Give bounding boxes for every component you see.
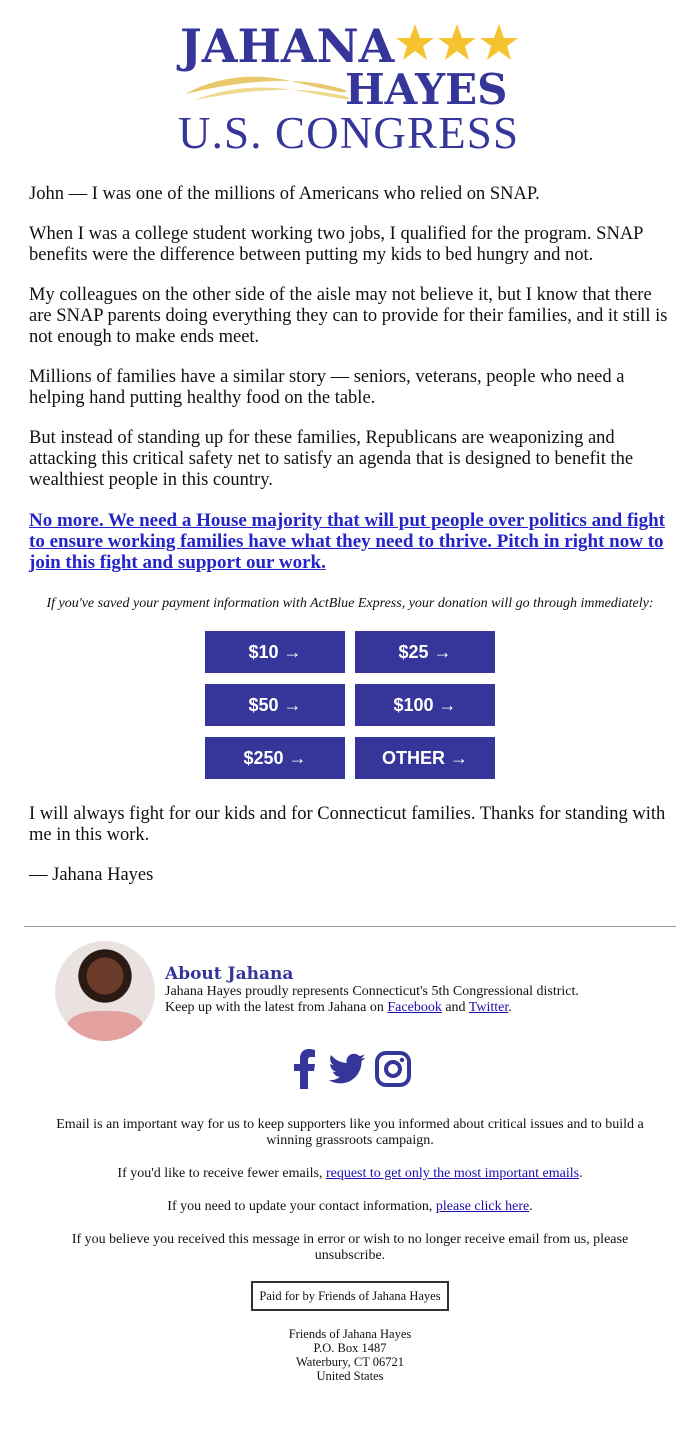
about-description: Jahana Hayes proudly represents Connecticut's 5th Congressional district. — [165, 984, 579, 999]
donate-50-button[interactable]: $50 → — [205, 684, 345, 726]
fewer-emails-link[interactable]: request to get only the most important emails — [325, 1166, 580, 1181]
campaign-logo — [175, 12, 525, 157]
about-title: About Jahana — [165, 964, 294, 984]
candidate-photo — [55, 941, 155, 1041]
donate-10-button[interactable]: $10 → — [205, 631, 345, 673]
donate-other-button[interactable]: OTHER → — [355, 737, 495, 779]
facebook-icon[interactable] — [289, 1049, 319, 1093]
about-follow-line: Keep up with the latest from Jahana on Facebook and Twitter. — [165, 1000, 512, 1015]
instagram-icon[interactable] — [375, 1049, 411, 1093]
paid-for-box: Paid for by Friends of Jahana Hayes — [251, 1281, 448, 1311]
social-icons — [0, 1049, 700, 1093]
body-paragraph: My colleagues on the other side of the aisle may not believe it, but I know that there are SNAP parents doing everything they can to provide for their families, and it still is not enough to make ends meet. — [29, 285, 668, 347]
donation-buttons — [29, 631, 671, 779]
facebook-link[interactable]: Facebook — [387, 1000, 442, 1015]
svg-text:U.S. CONGRESS: U.S. CONGRESS — [178, 108, 518, 157]
donate-100-button[interactable]: $100 → — [355, 684, 495, 726]
closing-paragraph: I will always fight for our kids and for Connecticut families. Thanks for standing with me in this work. — [29, 804, 666, 845]
footer-unsubscribe-note: If you believe you received this message in error or wish to no longer receive email from us, please unsubscribe. — [71, 1232, 629, 1263]
divider — [24, 926, 676, 927]
actblue-express-note: If you've saved your payment information with ActBlue Express, your donation will go through immediately: — [46, 596, 654, 611]
svg-text:HAYES: HAYES — [345, 65, 508, 114]
mailing-address: Friends of Jahana Hayes P.O. Box 1487 Waterbury, CT 06721 United States — [288, 1327, 412, 1383]
body-paragraph: John — I was one of the millions of Americans who relied on SNAP. — [29, 184, 540, 204]
twitter-icon[interactable] — [327, 1049, 367, 1093]
svg-text:JAHANA: JAHANA — [180, 19, 395, 73]
body-paragraph: But instead of standing up for these families, Republicans are weaponizing and attacking this critical safety net to satisfy an agenda that is designed to benefit the wealthiest people in this country. — [29, 428, 634, 490]
body-paragraph: When I was a college student working two jobs, I qualified for the program. SNAP benefits were the difference between putting my kids to bed hungry and not. — [29, 224, 643, 265]
email-body — [0, 184, 700, 886]
email-page — [0, 12, 700, 1407]
twitter-link[interactable]: Twitter — [468, 1000, 509, 1015]
footer — [0, 1117, 700, 1407]
donate-cta-link[interactable]: No more. We need a House majority that will put people over politics and fight to ensure working families have what they need to thrive. Pitch in right now to join this fight and support our work. — [29, 510, 665, 573]
footer-email-note: Email is an important way for us to keep supporters like you informed about critical issues and to build a winning grassroots campaign. — [56, 1117, 644, 1148]
donate-250-button[interactable]: $250 → — [205, 737, 345, 779]
about-section — [55, 941, 700, 1041]
body-paragraph: Millions of families have a similar story — seniors, veterans, people who need a helping hand putting healthy food on the table. — [29, 367, 625, 408]
donate-25-button[interactable]: $25 → — [355, 631, 495, 673]
footer-fewer-emails: If you'd like to receive fewer emails, request to get only the most important emails. — [117, 1166, 583, 1181]
stars-icon — [396, 24, 518, 60]
footer-update-contact: If you need to update your contact information, please click here. — [167, 1199, 533, 1214]
update-contact-link[interactable]: please click here — [435, 1199, 530, 1214]
signature: — Jahana Hayes — [29, 865, 154, 885]
